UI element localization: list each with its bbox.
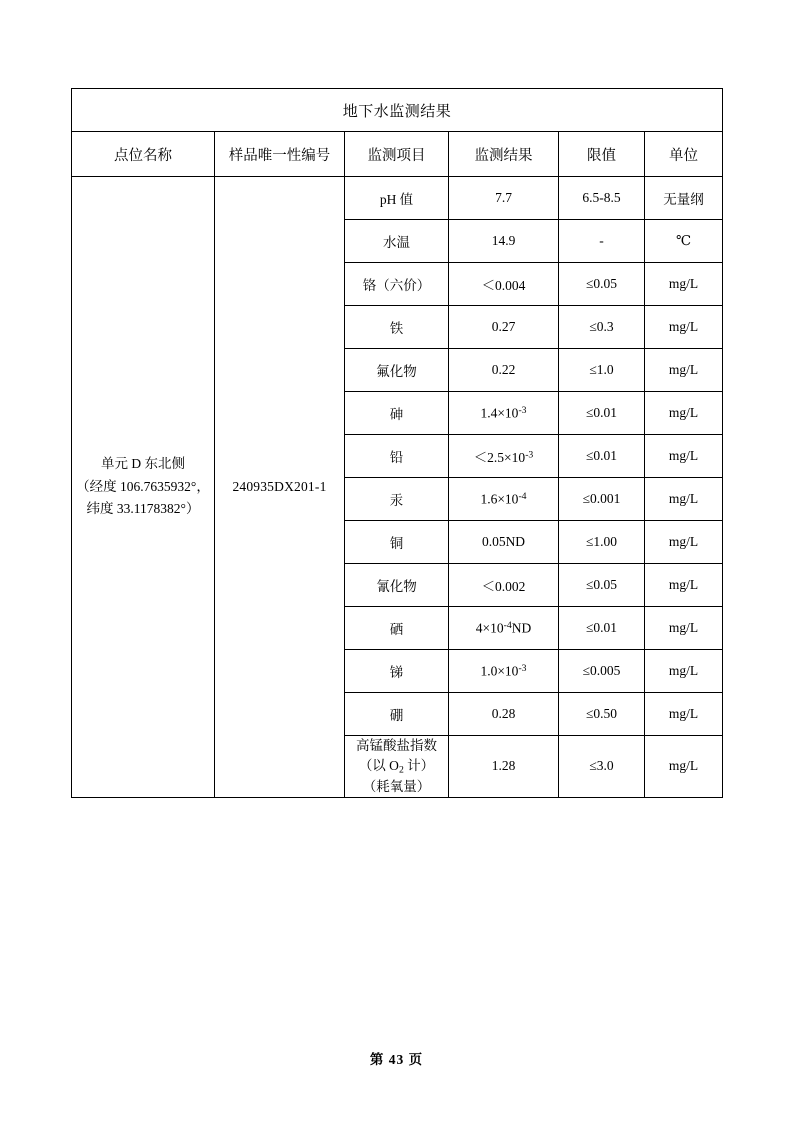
table-title-row (72, 89, 723, 132)
row-limit: ≤0.50 (559, 693, 645, 736)
row-result: ＜0.002 (449, 564, 559, 607)
row-result: $<2.5\times 10^{-3}$ (449, 435, 559, 478)
row-item: 氰化物 (345, 564, 449, 607)
row-unit: mg/L (645, 435, 723, 478)
row-result: 0.27 (449, 306, 559, 349)
row-unit: 无量纲 (645, 177, 723, 220)
row-unit: mg/L (645, 478, 723, 521)
row-limit: ≤0.001 (559, 478, 645, 521)
header-monitor-item: 监测项目 (345, 132, 449, 177)
row-item: 氟化物 (345, 349, 449, 392)
sample-id-cell: 240935DX201-1 (215, 177, 345, 798)
point-name-line1: 单元 D 东北侧 (101, 456, 185, 472)
row-unit: mg/L (645, 306, 723, 349)
row-limit: ≤1.00 (559, 521, 645, 564)
row-unit: ℃ (645, 220, 723, 263)
row-unit: mg/L (645, 521, 723, 564)
point-name-cell (72, 177, 215, 798)
row-result: 0.28 (449, 693, 559, 736)
row-limit: ≤0.05 (559, 263, 645, 306)
row-item: 高锰酸盐指数 （以 $O_2$ 计） （耗氧量） (345, 736, 449, 798)
row-result: 14.9 (449, 220, 559, 263)
row-item: 汞 (345, 478, 449, 521)
row-unit: mg/L (645, 693, 723, 736)
row-item: 铬（六价） (345, 263, 449, 306)
row-result: $1.6\times 10^{-4}$ (449, 478, 559, 521)
row-result: $1.4\times 10^{-3}$ (449, 392, 559, 435)
row-unit: mg/L (645, 263, 723, 306)
row-limit: ≤0.05 (559, 564, 645, 607)
header-sample-id: 样品唯一性编号 (215, 132, 345, 177)
row-unit: mg/L (645, 392, 723, 435)
row-limit: 6.5-8.5 (559, 177, 645, 220)
row-result: 0.05ND (449, 521, 559, 564)
point-name-line3: 纬度 33.1178382°） (86, 500, 200, 516)
row-item: pH 值 (345, 177, 449, 220)
row-result: $1.0\times 10^{-3}$ (449, 650, 559, 693)
header-limit-value: 限值 (559, 132, 645, 177)
row-limit: ≤0.01 (559, 435, 645, 478)
row-result: ＜0.004 (449, 263, 559, 306)
table-header-row (72, 132, 723, 177)
row-limit: ≤0.01 (559, 392, 645, 435)
row-unit: mg/L (645, 650, 723, 693)
groundwater-results-table (71, 88, 723, 798)
table-row (72, 177, 723, 220)
row-unit: mg/L (645, 349, 723, 392)
row-item: 锑 (345, 650, 449, 693)
table-title: 地下水监测结果 (72, 89, 723, 132)
row-limit: ≤0.3 (559, 306, 645, 349)
row-limit: ≤3.0 (559, 736, 645, 798)
row-limit: ≤1.0 (559, 349, 645, 392)
point-name-line2: （经度 106.7635932°， (76, 478, 210, 494)
row-item: 硒 (345, 607, 449, 650)
row-item: 铜 (345, 521, 449, 564)
row-unit: mg/L (645, 736, 723, 798)
row-limit: - (559, 220, 645, 263)
page-number: 第 43 页 (369, 1052, 424, 1067)
header-unit: 单位 (645, 132, 723, 177)
row-result: 0.22 (449, 349, 559, 392)
row-unit: mg/L (645, 607, 723, 650)
row-result: 7.7 (449, 177, 559, 220)
row-item: 水温 (345, 220, 449, 263)
header-monitor-result: 监测结果 (449, 132, 559, 177)
row-result: 1.28 (449, 736, 559, 798)
row-unit: mg/L (645, 564, 723, 607)
row-item: 铁 (345, 306, 449, 349)
row-limit: ≤0.005 (559, 650, 645, 693)
groundwater-results-table-container (71, 88, 722, 798)
row-limit: ≤0.01 (559, 607, 645, 650)
row-item: 砷 (345, 392, 449, 435)
row-item: 硼 (345, 693, 449, 736)
row-result: $4\times 10^{-4}ND$ (449, 607, 559, 650)
header-point-name: 点位名称 (72, 132, 215, 177)
row-item: 铅 (345, 435, 449, 478)
